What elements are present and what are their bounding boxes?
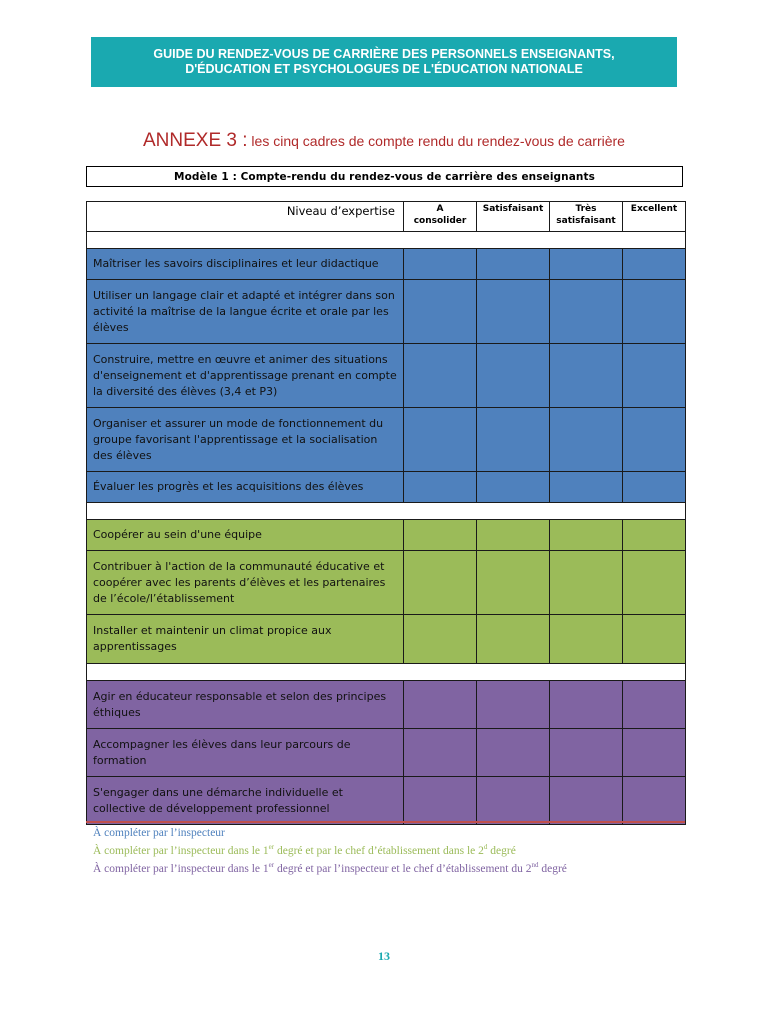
rating-cell-excellent[interactable] <box>623 729 686 777</box>
rating-cell-a-consolider[interactable] <box>404 681 477 729</box>
rating-cell-tres-satisfaisant[interactable] <box>550 551 623 615</box>
rating-cell-a-consolider[interactable] <box>404 408 477 472</box>
level-label: Niveau d’expertise <box>87 202 404 232</box>
rating-cell-tres-satisfaisant[interactable] <box>550 280 623 344</box>
blue-competency-row <box>87 408 686 472</box>
annex-title <box>0 130 768 152</box>
competency-label: S'engager dans une démarche individuelle et collective de développement professionnel <box>87 777 404 825</box>
purple-competency-row <box>87 681 686 729</box>
model-title: Modèle 1 : Compte-rendu du rendez-vous de carrière des enseignants <box>174 170 595 183</box>
spacer-cell <box>87 232 686 249</box>
section-spacer-row <box>87 664 686 681</box>
rating-cell-a-consolider[interactable] <box>404 472 477 503</box>
rating-cell-satisfaisant[interactable] <box>477 681 550 729</box>
header-line-1: GUIDE DU RENDEZ-VOUS DE CARRIÈRE DES PERSONNELS ENSEIGNANTS, <box>153 47 615 61</box>
rating-cell-satisfaisant[interactable] <box>477 280 550 344</box>
rating-cell-excellent[interactable] <box>623 681 686 729</box>
purple-competency-row <box>87 777 686 825</box>
rating-cell-tres-satisfaisant[interactable] <box>550 408 623 472</box>
rating-cell-excellent[interactable] <box>623 344 686 408</box>
green-competency-row <box>87 520 686 551</box>
rating-cell-tres-satisfaisant[interactable] <box>550 681 623 729</box>
rating-cell-satisfaisant[interactable] <box>477 408 550 472</box>
rating-cell-excellent[interactable] <box>623 249 686 280</box>
competency-label: Coopérer au sein d'une équipe <box>87 520 404 551</box>
rating-cell-a-consolider[interactable] <box>404 729 477 777</box>
header-line-2: D'ÉDUCATION ET PSYCHOLOGUES DE L'ÉDUCATION NATIONALE <box>185 62 583 76</box>
blue-competency-row <box>87 472 686 503</box>
rating-cell-satisfaisant[interactable] <box>477 249 550 280</box>
green-competency-row <box>87 615 686 664</box>
rating-cell-a-consolider[interactable] <box>404 520 477 551</box>
green-competency-row <box>87 551 686 615</box>
rating-cell-satisfaisant[interactable] <box>477 472 550 503</box>
rating-cell-a-consolider[interactable] <box>404 615 477 664</box>
rating-cell-excellent[interactable] <box>623 280 686 344</box>
rating-cell-tres-satisfaisant[interactable] <box>550 472 623 503</box>
rating-cell-a-consolider[interactable] <box>404 551 477 615</box>
model-title-box <box>86 166 683 187</box>
blue-competency-row <box>87 344 686 408</box>
rating-cell-excellent[interactable] <box>623 551 686 615</box>
purple-competency-row <box>87 729 686 777</box>
competency-label: Organiser et assurer un mode de fonctionnement du groupe favorisant l'apprentissage et la socialisation des élèves <box>87 408 404 472</box>
col-a-consolider: A consolider <box>404 202 477 232</box>
rating-cell-tres-satisfaisant[interactable] <box>550 777 623 825</box>
rating-cell-satisfaisant[interactable] <box>477 777 550 825</box>
section-spacer-row <box>87 232 686 249</box>
competency-label: Évaluer les progrès et les acquisitions des élèves <box>87 472 404 503</box>
competency-label: Maîtriser les savoirs disciplinaires et leur didactique <box>87 249 404 280</box>
competency-label: Construire, mettre en œuvre et animer des situations d'enseignement et d'apprentissage prenant en compte la diversité des élèves (3,4 et P3) <box>87 344 404 408</box>
blue-competency-row <box>87 249 686 280</box>
rating-cell-satisfaisant[interactable] <box>477 551 550 615</box>
rating-cell-excellent[interactable] <box>623 520 686 551</box>
rating-cell-excellent[interactable] <box>623 408 686 472</box>
blue-competency-row <box>87 280 686 344</box>
competency-label: Installer et maintenir un climat propice aux apprentissages <box>87 615 404 664</box>
page-number: 13 <box>378 949 390 963</box>
annex-label: ANNEXE 3 : <box>143 130 248 151</box>
rating-cell-satisfaisant[interactable] <box>477 729 550 777</box>
evaluation-table <box>86 201 686 825</box>
rating-cell-tres-satisfaisant[interactable] <box>550 249 623 280</box>
annex-text: les cinq cadres de compte rendu du rendez-vous de carrière <box>247 133 625 149</box>
rating-cell-excellent[interactable] <box>623 615 686 664</box>
spacer-cell <box>87 664 686 681</box>
col-satisfaisant: Satisfaisant <box>477 202 550 232</box>
col-excellent: Excellent <box>623 202 686 232</box>
spacer-cell <box>87 503 686 520</box>
rating-cell-satisfaisant[interactable] <box>477 615 550 664</box>
legend-line-3: À compléter par l’inspecteur dans le 1er degré et par l’inspecteur et le chef d’établissement du 2nd degré <box>93 860 567 875</box>
col-tres-satisfaisant: Très satisfaisant <box>550 202 623 232</box>
competency-label: Contribuer à l'action de la communauté éducative et coopérer avec les parents d’élèves et les partenaires de l’école/l’établissement <box>87 551 404 615</box>
header-banner <box>91 37 677 87</box>
legend-line-1: À compléter par l’inspecteur <box>93 827 225 839</box>
rating-cell-satisfaisant[interactable] <box>477 344 550 408</box>
legend <box>93 826 567 876</box>
table-header-row <box>87 202 686 232</box>
rating-cell-a-consolider[interactable] <box>404 777 477 825</box>
rating-cell-excellent[interactable] <box>623 472 686 503</box>
rating-cell-a-consolider[interactable] <box>404 249 477 280</box>
rating-cell-excellent[interactable] <box>623 777 686 825</box>
competency-label: Accompagner les élèves dans leur parcours de formation <box>87 729 404 777</box>
legend-line-2: À compléter par l’inspecteur dans le 1er degré et par le chef d’établissement dans le 2$^d$ degré <box>93 843 516 857</box>
rating-cell-tres-satisfaisant[interactable] <box>550 729 623 777</box>
section-spacer-row <box>87 503 686 520</box>
rating-cell-tres-satisfaisant[interactable] <box>550 344 623 408</box>
rating-cell-tres-satisfaisant[interactable] <box>550 615 623 664</box>
rating-cell-satisfaisant[interactable] <box>477 520 550 551</box>
rating-cell-a-consolider[interactable] <box>404 344 477 408</box>
table-bottom-rule <box>86 821 685 823</box>
rating-cell-a-consolider[interactable] <box>404 280 477 344</box>
rating-cell-tres-satisfaisant[interactable] <box>550 520 623 551</box>
competency-label: Agir en éducateur responsable et selon des principes éthiques <box>87 681 404 729</box>
competency-label: Utiliser un langage clair et adapté et intégrer dans son activité la maîtrise de la langue écrite et orale par les élèves <box>87 280 404 344</box>
